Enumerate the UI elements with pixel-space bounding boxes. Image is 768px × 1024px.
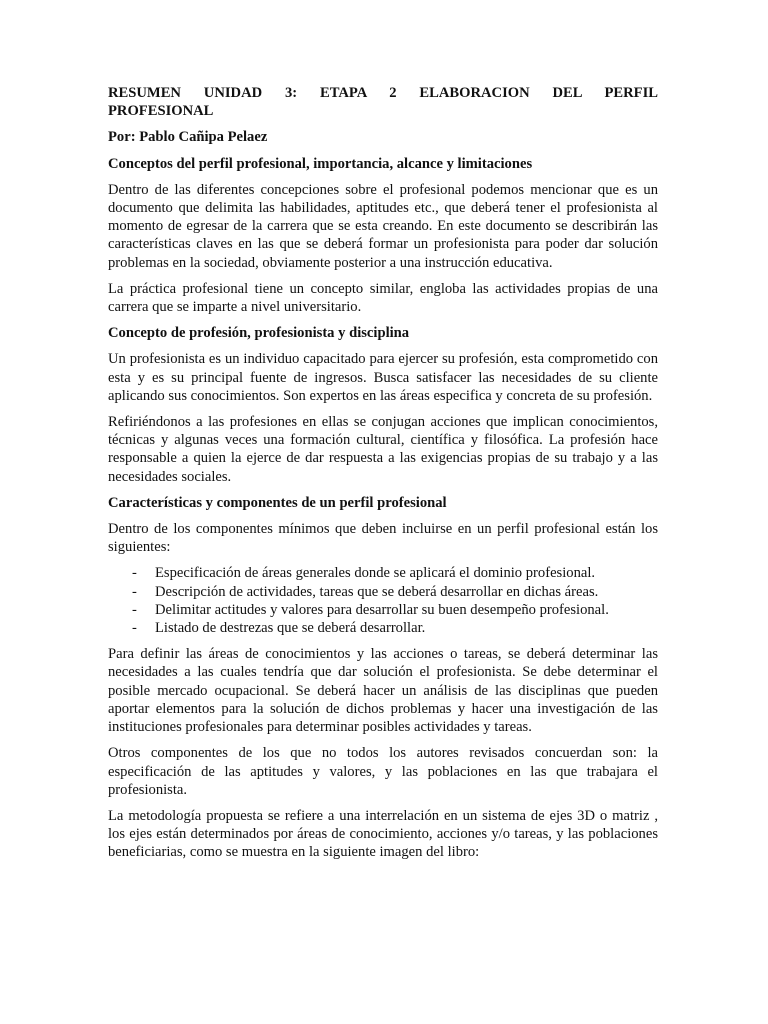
list-item-text: Listado de destrezas que se deberá desarrollar. xyxy=(155,620,426,637)
paragraph: Refiriéndonos a las profesiones en ellas se conjugan acciones que implican conocimientos, técnicas y algunas veces una formación cultural, científica y filosófica. La profesión hace responsable a quien la ejerce de dar respuesta a las exigencias propias de su trabajo y a las necesidades sociales. xyxy=(108,414,658,485)
list-item-text: Descripción de actividades, tareas que se deberá desarrollar en dichas áreas. xyxy=(155,583,599,600)
paragraph: Dentro de las diferentes concepciones sobre el profesional podemos mencionar que es un documento que delimita las habilidades, aptitudes etc., que deberá tener el profesionista al momento de egresar de la carrera que se esta creando. En este documento se describirán las características claves en las que se deberá formar un profesionista para poder dar solución problemas en la sociedad, obviamente posterior a una instrucción educativa. xyxy=(108,181,658,271)
list-dash-marker: - xyxy=(132,583,137,600)
list-dash-marker: - xyxy=(132,620,137,637)
section-heading-profesion: Concepto de profesión, profesionista y disciplina xyxy=(108,325,410,342)
list-item xyxy=(108,564,658,582)
section-heading-perfil: Conceptos del perfil profesional, importancia, alcance y limitaciones xyxy=(108,155,533,172)
component-list xyxy=(108,564,658,637)
list-dash-marker: - xyxy=(132,565,137,582)
document-title xyxy=(108,84,658,120)
section-heading-componentes: Características y componentes de un perfil profesional xyxy=(108,494,447,511)
list-item xyxy=(108,583,658,601)
paragraph: Un profesionista es un individuo capacitado para ejercer su profesión, esta comprometido con esta y es su principal fuente de ingresos. Busca satisfacer las necesidades de su cliente aplicando sus conocimientos. Son expertos en las áreas especifica y concreta de su profesión. xyxy=(108,351,658,404)
list-item-text: Especificación de áreas generales donde se aplicará el dominio profesional. xyxy=(155,565,596,582)
paragraph: La práctica profesional tiene un concepto similar, engloba las actividades propias de una carrera que se imparte a nivel universitario. xyxy=(108,280,658,316)
list-dash-marker: - xyxy=(132,601,137,618)
list-item-text: Delimitar actitudes y valores para desarrollar su buen desempeño profesional. xyxy=(155,601,609,618)
paragraph: La metodología propuesta se refiere a una interrelación en un sistema de ejes 3D o matriz , los ejes están determinados por áreas de conocimiento, acciones y/o tareas, y las poblaciones beneficiarias, como se muestra en la siguiente imagen del libro: xyxy=(108,807,658,861)
paragraph: Dentro de los componentes mínimos que deben incluirse en un perfil profesional están los siguientes: xyxy=(108,521,658,556)
list-item xyxy=(108,619,658,637)
document-page xyxy=(108,84,658,870)
paragraph: Otros componentes de los que no todos los autores revisados concuerdan son: la especificación de las aptitudes y valores, y las poblaciones en las que trabajara el profesionista. xyxy=(108,745,658,798)
author-line: Por: Pablo Cañipa Pelaez xyxy=(108,129,268,146)
paragraph: Para definir las áreas de conocimientos y las acciones o tareas, se deberá determinar las necesidades a las cuales tendría que dar solución el profesionista. Se debe determinar el posible mercado ocupacional. Se deberá hacer un análisis de las disciplinas que pueden aportar elementos para la solución de dichos problemas y hacer una investigación de las instituciones profesionales para determinar posibles actividades y tareas. xyxy=(108,646,658,736)
title-line-1: RESUMEN UNIDAD 3: ETAPA 2 ELABORACION DEL PERFIL xyxy=(108,85,658,101)
list-item xyxy=(108,601,658,619)
title-line-2: PROFESIONAL xyxy=(108,103,214,120)
